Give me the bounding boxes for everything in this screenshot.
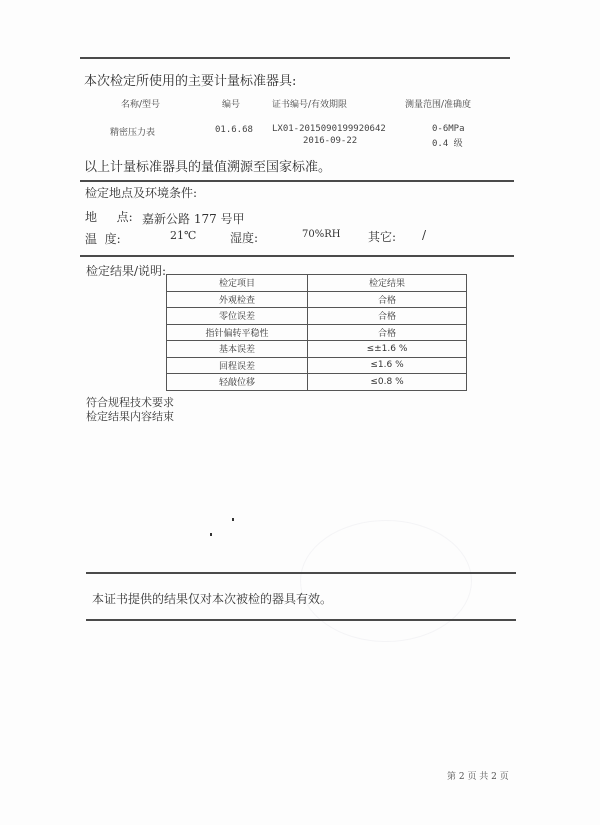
standards-header-certificate: 证书编号/有效期限 — [272, 100, 348, 110]
results-header-item: 检定项目 — [167, 275, 308, 292]
table-row — [167, 291, 467, 308]
standard-certificate: LX01-2015090199920642 — [272, 124, 386, 134]
table-row — [167, 324, 467, 341]
results-table — [166, 274, 467, 391]
validity-notice: 本证书提供的结果仅对本次被检的器具有效。 — [92, 592, 333, 606]
results-title: 检定结果/说明: — [86, 264, 167, 278]
standards-header-range: 测量范围/准确度 — [405, 100, 472, 110]
standard-accuracy: 0.4 级 — [432, 139, 463, 149]
humidity-value: 70%RH — [302, 229, 341, 240]
location-value: 嘉新公路 177 号甲 — [142, 212, 245, 226]
other-value: / — [422, 228, 427, 242]
results-header-result: 检定结果 — [308, 275, 467, 292]
temperature-label: 温 度: — [85, 232, 121, 246]
standard-name: 精密压力表 — [110, 128, 156, 138]
conclusion-line-2: 检定结果内容结束 — [86, 410, 174, 423]
result-item: 基本误差 — [167, 341, 308, 358]
speck — [232, 518, 234, 521]
standard-number: 01.6.68 — [215, 125, 253, 135]
faint-seal-impression — [300, 520, 472, 642]
page-number: 第 2 页 共 2 页 — [447, 772, 509, 782]
divider-3 — [80, 255, 514, 257]
location-label: 地 点: — [85, 210, 133, 224]
top-divider — [80, 57, 510, 59]
result-item: 回程误差 — [167, 357, 308, 374]
conclusion-line-1: 符合规程技术要求 — [86, 396, 174, 409]
standards-title: 本次检定所使用的主要计量标准器具: — [84, 74, 297, 89]
divider-2 — [80, 180, 514, 182]
humidity-label: 湿度: — [230, 231, 259, 245]
traceability-statement: 以上计量标准器具的量值溯源至国家标准。 — [84, 160, 332, 175]
result-value: 合格 — [308, 308, 467, 325]
result-item: 外观检查 — [167, 291, 308, 308]
table-row — [167, 341, 467, 358]
result-value: ≤0.8 % — [308, 374, 467, 391]
table-row — [167, 308, 467, 325]
environment-title: 检定地点及环境条件: — [85, 186, 198, 200]
result-item: 轻敲位移 — [167, 374, 308, 391]
divider-4 — [86, 572, 516, 574]
result-value: 合格 — [308, 291, 467, 308]
divider-5 — [86, 619, 516, 621]
speck — [210, 533, 212, 536]
temperature-value: 21℃ — [170, 229, 197, 242]
other-label: 其它: — [368, 230, 397, 244]
standard-range: 0-6MPa — [432, 124, 465, 134]
standards-header-name: 名称/型号 — [121, 100, 161, 110]
result-item: 零位误差 — [167, 308, 308, 325]
result-value: 合格 — [308, 324, 467, 341]
result-value: ≤1.6 % — [308, 357, 467, 374]
results-header-row — [167, 275, 467, 292]
standards-header-number: 编号 — [222, 100, 241, 110]
table-row — [167, 357, 467, 374]
result-value: ≤±1.6 % — [308, 341, 467, 358]
result-item: 指针偏转平稳性 — [167, 324, 308, 341]
table-row — [167, 374, 467, 391]
standard-validity: 2016-09-22 — [303, 136, 358, 146]
